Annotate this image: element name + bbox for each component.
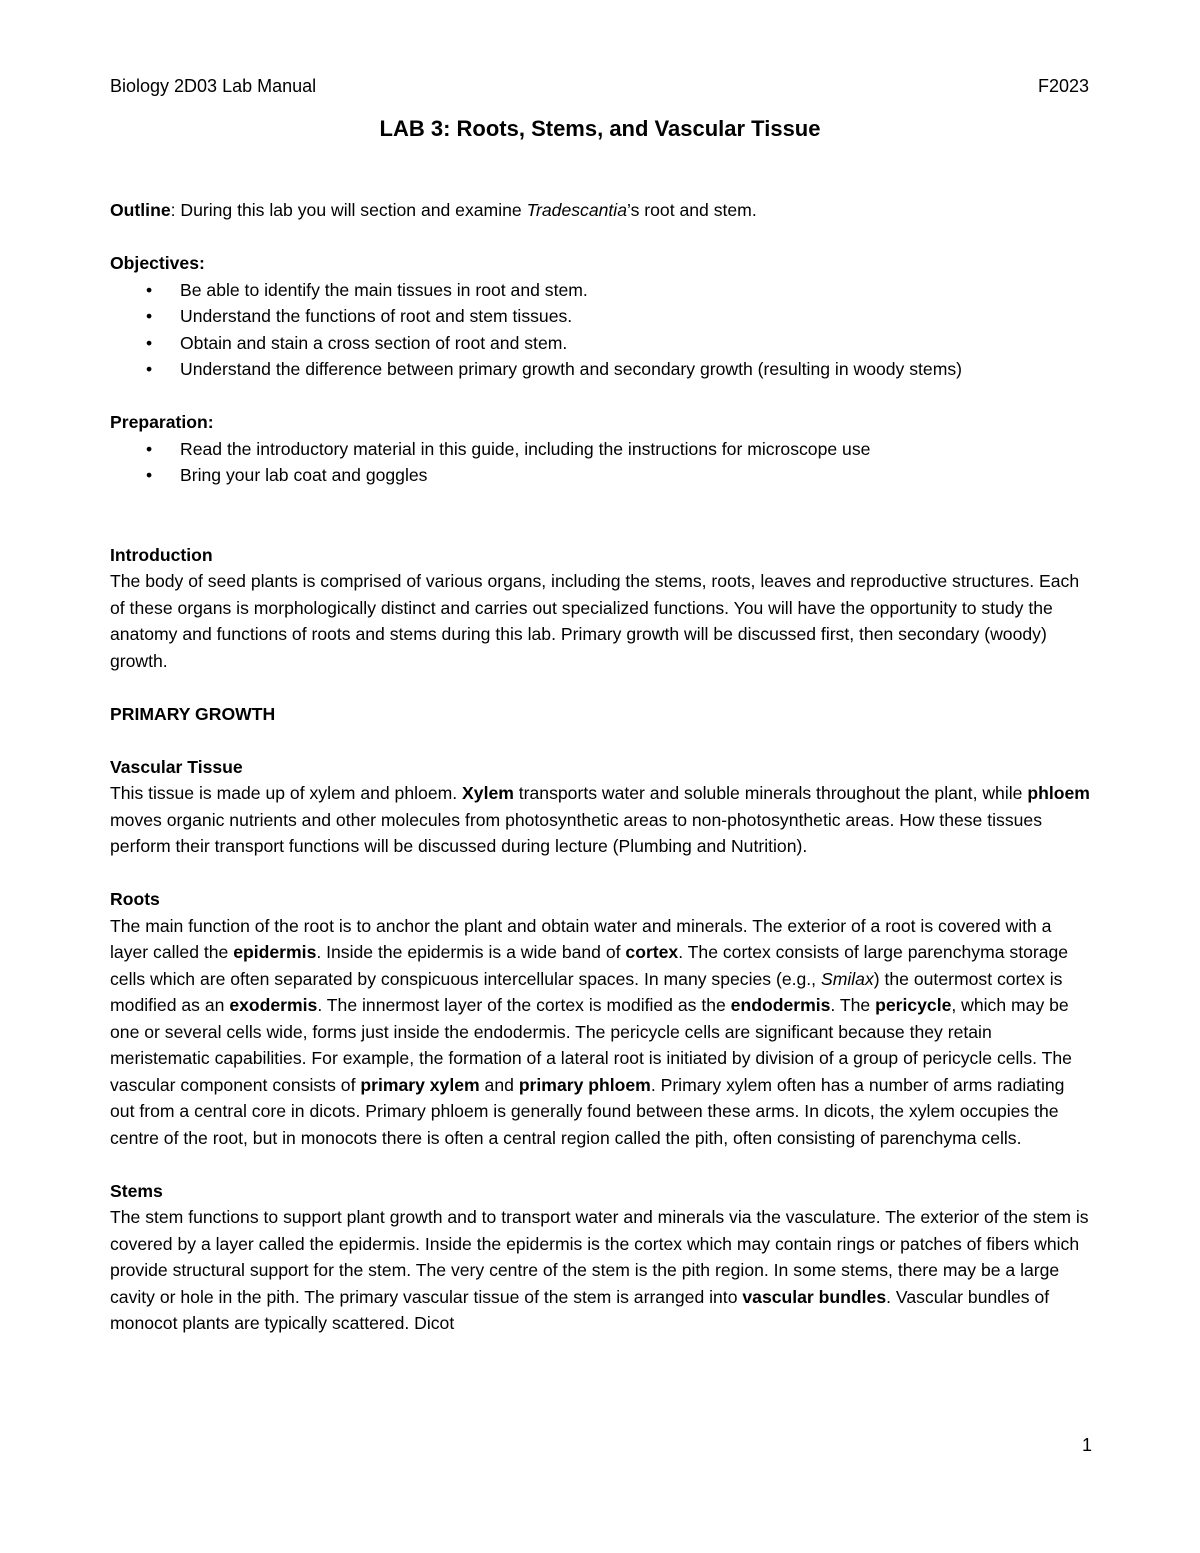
outline-text-b: ’s root and stem.	[626, 200, 757, 220]
bullet-icon: •	[146, 332, 153, 353]
outline-paragraph	[110, 197, 1092, 224]
bullet-icon: •	[146, 438, 153, 459]
lab-title: LAB 3: Roots, Stems, and Vascular Tissue	[379, 116, 821, 141]
list-item: • Understand the difference between primary growth and secondary growth (resulting in woody stems)	[110, 356, 1092, 383]
term-xylem: Xylem	[462, 783, 514, 803]
bullet-icon: •	[146, 359, 153, 379]
primary-growth-heading: PRIMARY GROWTH	[110, 703, 276, 724]
roots-paragraph: The main function of the root is to anchor the plant and obtain water and minerals. The exterior of a root is covered with a layer called the epidermis. Inside the epidermis is a wide band of cortex. The cortex consists of large parenchyma storage cells which are often separated by conspicuous intercellular spaces. In many species (e.g., Smilax) the outermost cortex is modified as an exodermis. The innermost layer of the cortex is modified as the endodermis. The pericycle, which may be one or several cells wide, forms just inside the endodermis. The pericycle cells are significant because they retain meristematic capabilities. For example, the formation of a lateral root is initiated by division of a group of pericycle cells. The vascular component consists of primary xylem and primary phloem. Primary xylem often has a number of arms radiating out from a central core in dicots. Primary phloem is generally found between these arms. In dicots, the xylem occupies the centre of the root, but in monocots there is often a central region called the pith, often consisting of parenchyma cells.	[110, 915, 1072, 1148]
introduction-heading: Introduction	[110, 544, 213, 565]
preparation-list	[110, 436, 1092, 489]
list-item: • Obtain and stain a cross section of root and stem.	[110, 330, 1092, 357]
species-smilax: Smilax	[820, 968, 874, 989]
term-epidermis: epidermis	[233, 942, 317, 962]
outline-species: Tradescantia	[526, 200, 627, 220]
bullet-icon: •	[146, 279, 153, 300]
vascular-tissue-paragraph: This tissue is made up of xylem and phloem. Xylem transports water and soluble minerals throughout the plant, while phloem moves organic nutrients and other molecules from photosynthetic areas to non-photosynthetic areas. How these tissues perform their transport functions will be discussed during lecture (Plumbing and Nutrition).	[110, 783, 1090, 856]
list-item: • Read the introductory material in this guide, including the instructions for microscope use	[110, 436, 1092, 463]
term-pericycle: pericycle	[875, 995, 952, 1015]
objectives-heading: Objectives:	[110, 253, 205, 273]
bullet-icon: •	[146, 306, 153, 326]
list-item: • Understand the functions of root and stem tissues.	[110, 303, 1092, 330]
header-term: F2023	[1037, 76, 1089, 96]
term-vascular-bundles: vascular bundles	[742, 1286, 887, 1307]
outline-text-a: : During this lab you will section and examine	[170, 200, 527, 220]
term-primary-xylem: primary xylem	[360, 1074, 480, 1095]
header-course-title: Biology 2D03 Lab Manual	[110, 76, 317, 96]
preparation-heading: Preparation:	[110, 412, 214, 432]
outline-label: Outline	[110, 200, 171, 220]
term-phloem: phloem	[1027, 783, 1090, 803]
term-endodermis: endodermis	[730, 995, 831, 1015]
list-item: • Bring your lab coat and goggles	[110, 462, 1092, 489]
term-cortex: cortex	[625, 942, 679, 962]
stems-heading: Stems	[110, 1180, 163, 1201]
term-exodermis: exodermis	[229, 995, 318, 1015]
introduction-paragraph: The body of seed plants is comprised of various organs, including the stems, roots, leaves and reproductive structures. Each of these organs is morphologically distinct and carries out specialized functions. You will have the opportunity to study the anatomy and functions of roots and stems during this lab. Primary growth will be discussed first, then secondary (woody) growth.	[110, 571, 1080, 671]
vascular-tissue-heading: Vascular Tissue	[110, 756, 243, 777]
main-content	[110, 197, 1092, 1337]
term-primary-phloem: primary phloem	[518, 1074, 651, 1095]
bullet-icon: •	[146, 465, 153, 485]
objectives-list	[110, 277, 1092, 383]
list-item: • Be able to identify the main tissues in root and stem.	[110, 277, 1092, 304]
page-number: 1	[1081, 1435, 1092, 1455]
stems-paragraph: The stem functions to support plant growth and to transport water and minerals via the vasculature. The exterior of the stem is covered by a layer called the epidermis. Inside the epidermis is the cortex which may contain rings or patches of fibers which provide structural support for the stem. The very centre of the stem is the pith region. In some stems, there may be a large cavity or hole in the pith. The primary vascular tissue of the stem is arranged into vascular bundles. Vascular bundles of monocot plants are typically scattered. Dicot	[110, 1207, 1089, 1333]
roots-heading: Roots	[110, 889, 160, 909]
